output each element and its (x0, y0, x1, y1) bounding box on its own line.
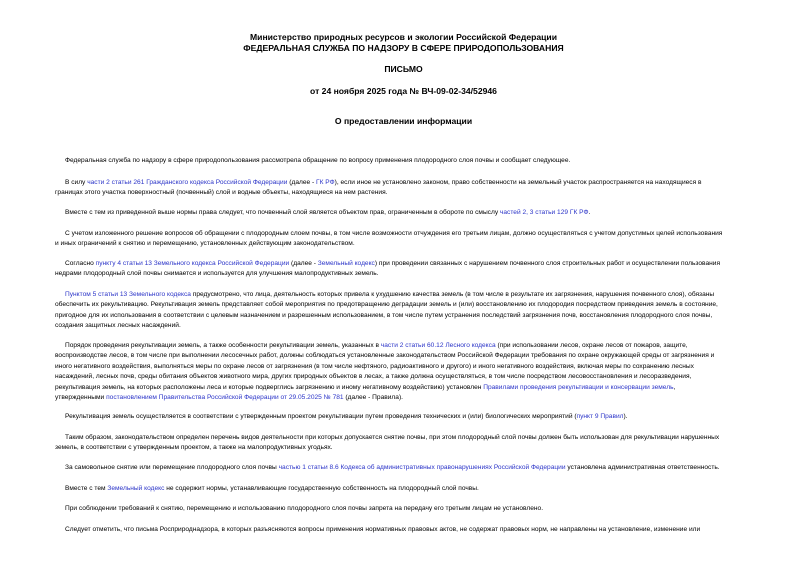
link-koap-art8-6[interactable]: частью 1 статьи 8.6 Кодекса об административных правонарушениях Российской Федерации (278, 464, 566, 471)
text-run: Вместе с тем из приведенной выше нормы права следует, что почвенный слой является объектом прав, ограниченным в обороте по смыслу (65, 209, 500, 216)
link-zk-art13-p5[interactable]: Пунктом 5 статьи 13 Земельного кодекса (65, 291, 191, 298)
paragraph-1 (55, 156, 767, 166)
link-gk-rf[interactable]: ГК РФ (316, 179, 335, 186)
doc-type: ПИСЬМО (384, 64, 423, 74)
link-gk-art261[interactable]: части 2 статьи 261 Гражданского кодекса Российской Федерации (87, 179, 288, 186)
link-pravila-rekultivacii[interactable]: Правилами проведения рекультивации и консервации земель (483, 383, 674, 391)
paragraph-line: земель, в соответствии с утвержденным проектом, а также на малопродуктивных угодьях. (55, 444, 333, 452)
paragraph-line (55, 484, 767, 494)
text-run: За самовольное снятие или перемещение плодородного слоя почвы (65, 464, 279, 471)
paragraph-line (55, 208, 767, 218)
paragraph-line: пригодное для их использования в соответствии с целевым назначением и разрешенным использованием, в том числе путем устранения последствий загрязнения почв, восстановления плодородного слоя почвы, (55, 311, 713, 319)
paragraph-line (55, 290, 767, 300)
paragraph-4 (55, 229, 767, 250)
paragraph-10 (55, 463, 767, 473)
text-run: предусмотрено, что лица, деятельность которых привела к ухудшению качества земель (в том числе в результате их загрязнения, нарушения почвенного слоя), обязаны (190, 291, 715, 298)
link-punkt-9-pravil[interactable]: пункт 9 Правил (576, 413, 624, 420)
link-gk-art129[interactable]: частей 2, 3 статьи 129 ГК РФ (499, 209, 589, 216)
paragraph-line: насаждений, лесных почв, среды обитания объектов животного мира, других природных объектов в лесах, а также должна осуществляться, в том числе посредством лесовосстановления и лесоразведения, (55, 373, 692, 381)
text-run: не содержит нормы, устанавливающие государственную собственность на плодородный слой почвы. (164, 485, 479, 492)
paragraph-line (55, 463, 767, 473)
paragraph-line: Таким образом, законодательством определен перечень видов деятельности при которых допускается снятие почвы, при этом плодородный слой почвы должен быть использован для рекультивации нарушенных (65, 434, 720, 441)
paragraph-3 (55, 208, 767, 218)
text-run: Согласно (65, 260, 96, 267)
link-zemelny-kodeks-2[interactable]: Земельный кодекс (107, 485, 165, 492)
ministry-title: Министерство природных ресурсов и экологии Российской Федерации (250, 32, 557, 42)
link-zemelny-kodeks[interactable]: Земельный кодекс (317, 260, 375, 267)
paragraph-line (55, 178, 767, 188)
paragraph-line (55, 412, 767, 422)
text-run: Вместе с тем (65, 485, 108, 492)
doc-date-number: от 24 ноября 2025 года № ВЧ-09-02-34/52946 (310, 86, 497, 96)
paragraph-line: При соблюдении требований к снятию, перемещению и использованию плодородного слоя почвы запрета на передачу его третьим лицам не установлено. (65, 505, 544, 512)
paragraph-line: воспроизводстве лесов, в том числе при выполнении лесосечных работ, должны соблюдаться установленные законодательством Российской Федерации требования по охране окружающей среды от загрязнения и (55, 352, 715, 360)
paragraph-line: обеспечить их рекультивацию. Рекультивация земель представляет собой мероприятия по предотвращению деградации земель и (или) восстановлению их плодородия посредством приведения земель в состояние, (55, 301, 718, 309)
text-run: , (673, 383, 676, 391)
paragraph-13 (55, 525, 767, 535)
text-run: . (588, 209, 591, 216)
text-run: (при использовании лесов, охране лесов от пожаров, защите, (495, 342, 688, 349)
text-run: Рекультивация земель осуществляется в соответствии с утвержденным проектом рекультивации путем проведения технических и (или) биологических мероприятий ( (65, 413, 577, 420)
paragraph-line (55, 341, 767, 351)
paragraph-11 (55, 484, 767, 494)
link-zk-art13-p4[interactable]: пункту 4 статьи 13 Земельного кодекса Российской Федерации (95, 260, 290, 267)
paragraph-8 (55, 412, 767, 422)
link-postanovlenie-781[interactable]: постановлением Правительства Российской Федерации от 29.05.2025 № 781 (106, 393, 344, 401)
paragraph-9 (55, 433, 767, 454)
paragraph-line: границах этого участка поверхностный (почвенный) слой и водные объекты, находящиеся на нем растения. (55, 189, 388, 197)
paragraph-line: С учетом изложенного решение вопросов об обращении с плодородным слоем почвы, в том числе возможности отчуждения его третьим лицам, должно осуществляться с учетом допустимых целей использования (65, 230, 723, 237)
paragraph-12 (55, 504, 767, 514)
paragraph-7 (55, 341, 767, 403)
paragraph-6 (55, 290, 767, 332)
paragraph-5 (55, 259, 767, 280)
text-run: (далее - (287, 179, 317, 186)
text-run: утвержденными (55, 393, 107, 401)
paragraph-line: создания защитных лесных насаждений. (55, 322, 181, 330)
text-run: (далее - (289, 260, 318, 267)
text-run: установлена административная ответственность. (565, 464, 720, 471)
text-run: (далее - Правила). (343, 393, 403, 401)
text-run: ) при проведении связанных с нарушением почвенного слоя строительных работ и осуществлении пользования (374, 260, 721, 267)
paragraph-line: недрами плодородный слой почвы снимается и используется для улучшения малопродуктивных земель. (55, 270, 379, 278)
paragraph-line: Федеральная служба по надзору в сфере природопользования рассмотрела обращение по вопросу применения плодородного слоя почвы и сообщает следующее. (65, 157, 571, 164)
text-run: В силу (65, 179, 88, 186)
paragraph-line: Следует отметить, что письма Росприроднадзора, в которых разъясняются вопросы применения нормативных правовых актов, не содержат правовых норм, не направлены на установление, изменение или (65, 526, 701, 533)
link-lesnoy-kodeks[interactable]: части 2 статьи 60.12 Лесного кодекса (380, 342, 496, 349)
paragraph-2 (55, 178, 767, 199)
doc-subject: О предоставлении информации (334, 116, 473, 126)
paragraph-line: и иных ограничений к снятию и перемещению, установленных действующим законодательством. (55, 240, 355, 248)
paragraph-line (55, 393, 767, 403)
paragraph-line (55, 383, 767, 393)
paragraph-line (55, 259, 767, 269)
text-run: рекультивация земель, на которых расположены леса и которые подверглись загрязнению и иному негативному воздействию) установлен (55, 383, 484, 391)
text-run: ). (623, 413, 628, 420)
service-title: ФЕДЕРАЛЬНАЯ СЛУЖБА ПО НАДЗОРУ В СФЕРЕ ПРИРОДОПОЛЬЗОВАНИЯ (243, 43, 564, 53)
text-run: ), если иное не установлено законом, право собственности на земельный участок распространяется на находящиеся в (334, 179, 702, 186)
paragraph-line: иного негативного воздействия, выполняться меры по охране лесов от загрязнения (в том числе нефтяного, радиоактивного и другого) и иного негативного воздействия, включая меры по сохранению лесных (55, 362, 694, 370)
text-run: Порядок проведения рекультивации земель, а также особенности рекультивации земель, указанных в (65, 342, 381, 349)
